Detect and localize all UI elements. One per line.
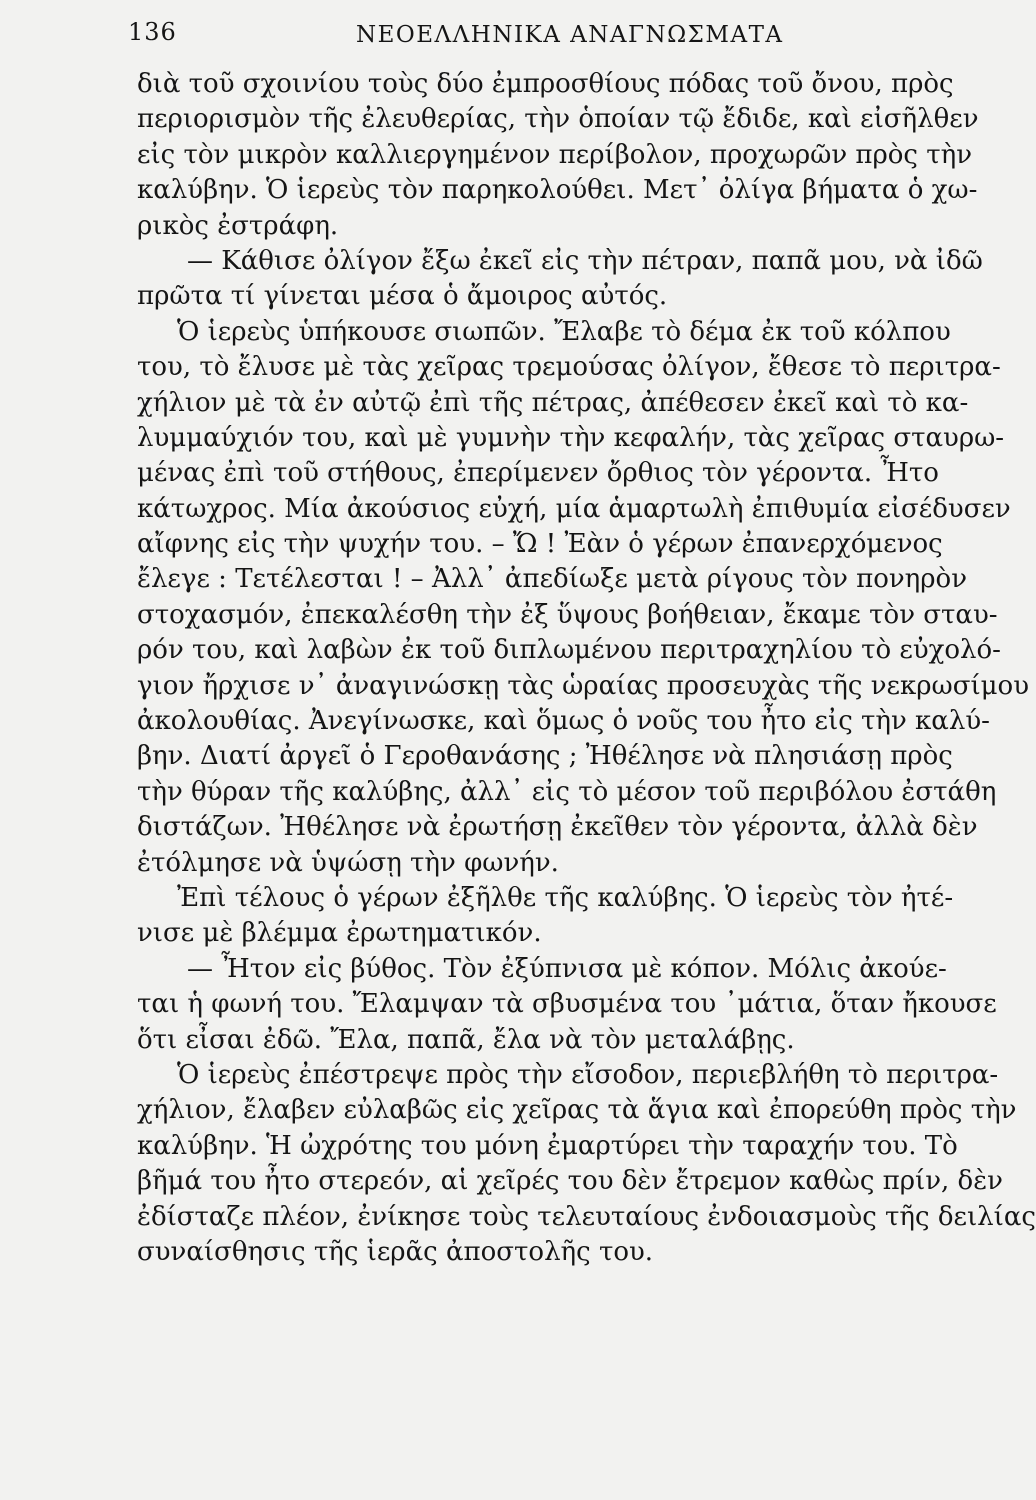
text-line: — Ἦτον εἰς βύθος. Τὸν ἐξύπνισα μὲ κόπον. Μόλις ἀκούε- xyxy=(187,953,947,984)
text-line: γιον ἤρχισε ν᾽ ἀναγινώσκῃ τὰς ὡραίας προσευχὰς τῆς νεκρωσίμου xyxy=(137,670,1029,701)
text-line: διὰ τοῦ σχοινίου τοὺς δύο ἐμπροσθίους πόδας τοῦ ὄνου, πρὸς xyxy=(137,69,954,99)
text-line: καλύβην. Ὁ ἱερεὺς τὸν παρηκολούθει. Μετ᾽ ὀλίγα βήματα ὁ χω- xyxy=(137,175,978,206)
text-line: κάτωχρος. Μία ἀκούσιος εὐχή, μία ἁμαρτωλὴ ἐπιθυμία εἰσέδυσεν xyxy=(137,493,1011,524)
text-line: του, τὸ ἔλυσε μὲ τὰς χεῖρας τρεμούσας ὀλίγον, ἔθεσε τὸ περιτρα- xyxy=(137,352,1001,383)
text-line: περιορισμὸν τῆς ἐλευθερίας, τὴν ὁποίαν τῷ ἔδιδε, καὶ εἰσῆλθεν xyxy=(137,104,979,135)
text-line: καλύβην. Ἡ ὠχρότης του μόνη ἐμαρτύρει τὴν ταραχήν του. Τὸ xyxy=(137,1130,958,1161)
text-line: ἀκολουθίας. Ἀνεγίνωσκε, καὶ ὅμως ὁ νοῦς του ἦτο εἰς τὴν καλύ- xyxy=(137,706,990,737)
body-text xyxy=(137,67,1036,1270)
text-line: Ὁ ἱερεὺς ἐπέστρεψε πρὸς τὴν εἴσοδον, περιεβλήθη τὸ περιτρα- xyxy=(177,1059,999,1090)
text-line: συναίσθησις τῆς ἱερᾶς ἀποστολῆς του. xyxy=(137,1236,654,1267)
page-header xyxy=(0,14,945,54)
text-line: χήλιον, ἔλαβεν εὐλαβῶς εἰς χεῖρας τὰ ἅγια καὶ ἐπορεύθη πρὸς τὴν xyxy=(137,1095,1017,1126)
text-line: ὅτι εἶσαι ἐδῶ. Ἔλα, παπᾶ, ἔλα νὰ τὸν μεταλάβῃς. xyxy=(137,1024,795,1055)
text-line: Ὁ ἱερεὺς ὑπήκουσε σιωπῶν. Ἔλαβε τὸ δέμα ἐκ τοῦ κόλπου xyxy=(177,316,951,347)
text-line: αἴφνης εἰς τὴν ψυχήν του. – Ὤ ! Ἐὰν ὁ γέρων ἐπανερχόμενος xyxy=(137,529,943,560)
text-line: — Κάθισε ὀλίγον ἔξω ἐκεῖ εἰς τὴν πέτραν, παπᾶ μου, νὰ ἰδῶ xyxy=(187,245,983,276)
text-line: ἐτόλμησε νὰ ὑψώσῃ τὴν φωνήν. xyxy=(137,847,559,878)
text-line: βῆμά του ἦτο στερεόν, αἱ χεῖρές του δὲν ἔτρεμον καθὼς πρίν, δὲν xyxy=(137,1166,1003,1197)
text-line: ἐδίσταζε πλέον, ἐνίκησε τοὺς τελευταίους ἐνδοιασμοὺς τῆς δειλίας xyxy=(137,1201,1036,1232)
text-line: Ἐπὶ τέλους ὁ γέρων ἐξῆλθε τῆς καλύβης. Ὁ ἱερεὺς τὸν ἠτέ- xyxy=(177,882,954,913)
text-line: τὴν θύραν τῆς καλύβης, ἀλλ᾽ εἰς τὸ μέσον τοῦ περιβόλου ἐστάθη xyxy=(137,776,997,807)
text-line: βην. Διατί ἀργεῖ ὁ Γεροθανάσης ; Ἠθέλησε νὰ πλησιάσῃ πρὸς xyxy=(137,741,953,772)
text-line: διστάζων. Ἠθέλησε νὰ ἐρωτήσῃ ἐκεῖθεν τὸν γέροντα, ἀλλὰ δὲν xyxy=(137,812,978,843)
text-line: πρῶτα τί γίνεται μέσα ὁ ἄμοιρος αὐτός. xyxy=(137,281,668,312)
text-line: χήλιον μὲ τὰ ἐν αὐτῷ ἐπὶ τῆς πέτρας, ἀπέθεσεν ἐκεῖ καὶ τὸ κα- xyxy=(137,387,969,418)
text-line: ἔλεγε : Τετέλεσται ! – Ἀλλ᾽ ἀπεδίωξε μετὰ ρίγους τὸν πονηρὸν xyxy=(137,564,968,595)
text-line: νισε μὲ βλέμμα ἐρωτηματικόν. xyxy=(137,918,542,949)
text-line: εἰς τὸν μικρὸν καλλιεργημένον περίβολον, προχωρῶν πρὸς τὴν xyxy=(137,139,973,170)
text-line: μένας ἐπὶ τοῦ στήθους, ἐπερίμενεν ὄρθιος τὸν γέροντα. Ἦτο xyxy=(137,458,939,489)
page-number: 136 xyxy=(128,18,177,46)
text-line: στοχασμόν, ἐπεκαλέσθη τὴν ἐξ ὕψους βοήθειαν, ἔκαμε τὸν σταυ- xyxy=(137,599,998,630)
text-line: ται ἡ φωνή του. Ἔλαμψαν τὰ σβυσμένα του ᾽μάτια, ὅταν ἤκουσε xyxy=(137,989,997,1020)
text-line: λυμμαύχιόν του, καὶ μὲ γυμνὴν τὴν κεφαλήν, τὰς χεῖρας σταυρω- xyxy=(137,422,1005,453)
text-line: ρόν του, καὶ λαβὼν ἐκ τοῦ διπλωμένου περιτραχηλίου τὸ εὐχολό- xyxy=(137,635,1001,666)
text-line: ρικὸς ἐστράφη. xyxy=(137,210,339,241)
running-title: ΝΕΟΕΛΛΗΝΙΚΑ ΑΝΑΓΝΩΣΜΑΤΑ xyxy=(356,22,784,48)
